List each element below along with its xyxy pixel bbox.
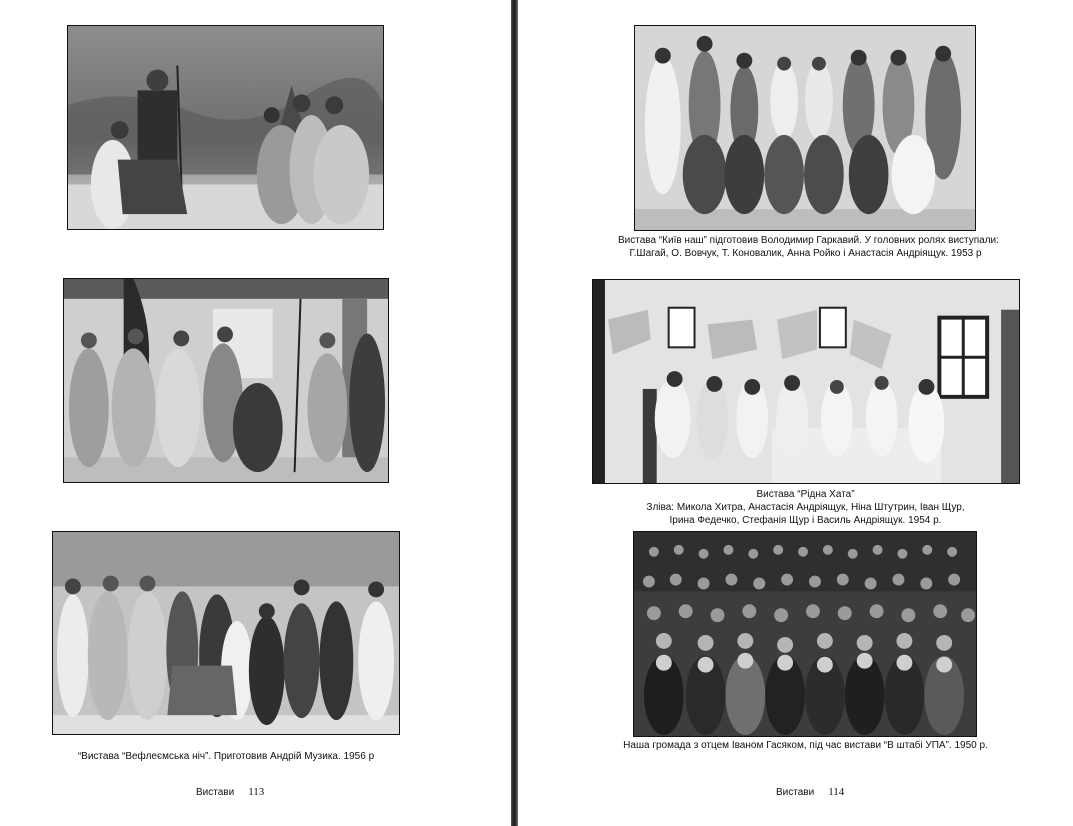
photo-bethlehem-night-cast bbox=[52, 531, 400, 735]
photo-ridna-khata-cast bbox=[592, 279, 1020, 484]
page-footer-left bbox=[196, 786, 264, 798]
caption-line-2: Зліва: Микола Хитра, Анастасія Андріящук, Ніна Штутрин, Іван Щур, bbox=[646, 502, 965, 513]
caption-text: “Вистава “Вефлеємська ніч”. Приготовив Андрій Музика. 1956 р bbox=[77, 751, 375, 762]
book-gutter bbox=[511, 0, 518, 826]
caption-text: Наша громада з отцем Іваном Гасяком, під час вистави “В штабі УПА”. 1950 р. bbox=[623, 740, 988, 751]
caption-line-3: Ірина Федечко, Стефанія Щур і Василь Андріящук. 1954 р. bbox=[669, 515, 942, 526]
section-name: Вистави bbox=[196, 787, 235, 798]
photo-nativity-scene bbox=[67, 25, 384, 230]
left-page bbox=[0, 0, 512, 826]
caption-ridna-khata bbox=[618, 488, 993, 527]
caption-kyiv-nash bbox=[618, 234, 999, 260]
page-number: 113 bbox=[248, 786, 265, 798]
page-number: 114 bbox=[828, 786, 845, 798]
caption-community bbox=[618, 739, 993, 752]
caption-line-2: Г.Шагай, О. Вовчук, Т. Коновалик, Анна Ройко і Анастасія Андріящук. 1953 р bbox=[629, 248, 982, 259]
photo-kings-scene bbox=[63, 278, 389, 483]
photo-community-audience bbox=[633, 531, 977, 737]
caption-bethlehem-night bbox=[52, 750, 400, 763]
photo-kyiv-nash-cast bbox=[634, 25, 976, 231]
caption-line-1: Вистава “Рідна Хата” bbox=[756, 489, 855, 500]
page-footer-right bbox=[776, 786, 844, 798]
caption-line-1: Вистава “Київ наш” підготовив Володимир Гаркавий. У головних ролях виступали: bbox=[618, 235, 999, 246]
right-page bbox=[518, 0, 1073, 826]
section-name: Вистави bbox=[776, 787, 815, 798]
